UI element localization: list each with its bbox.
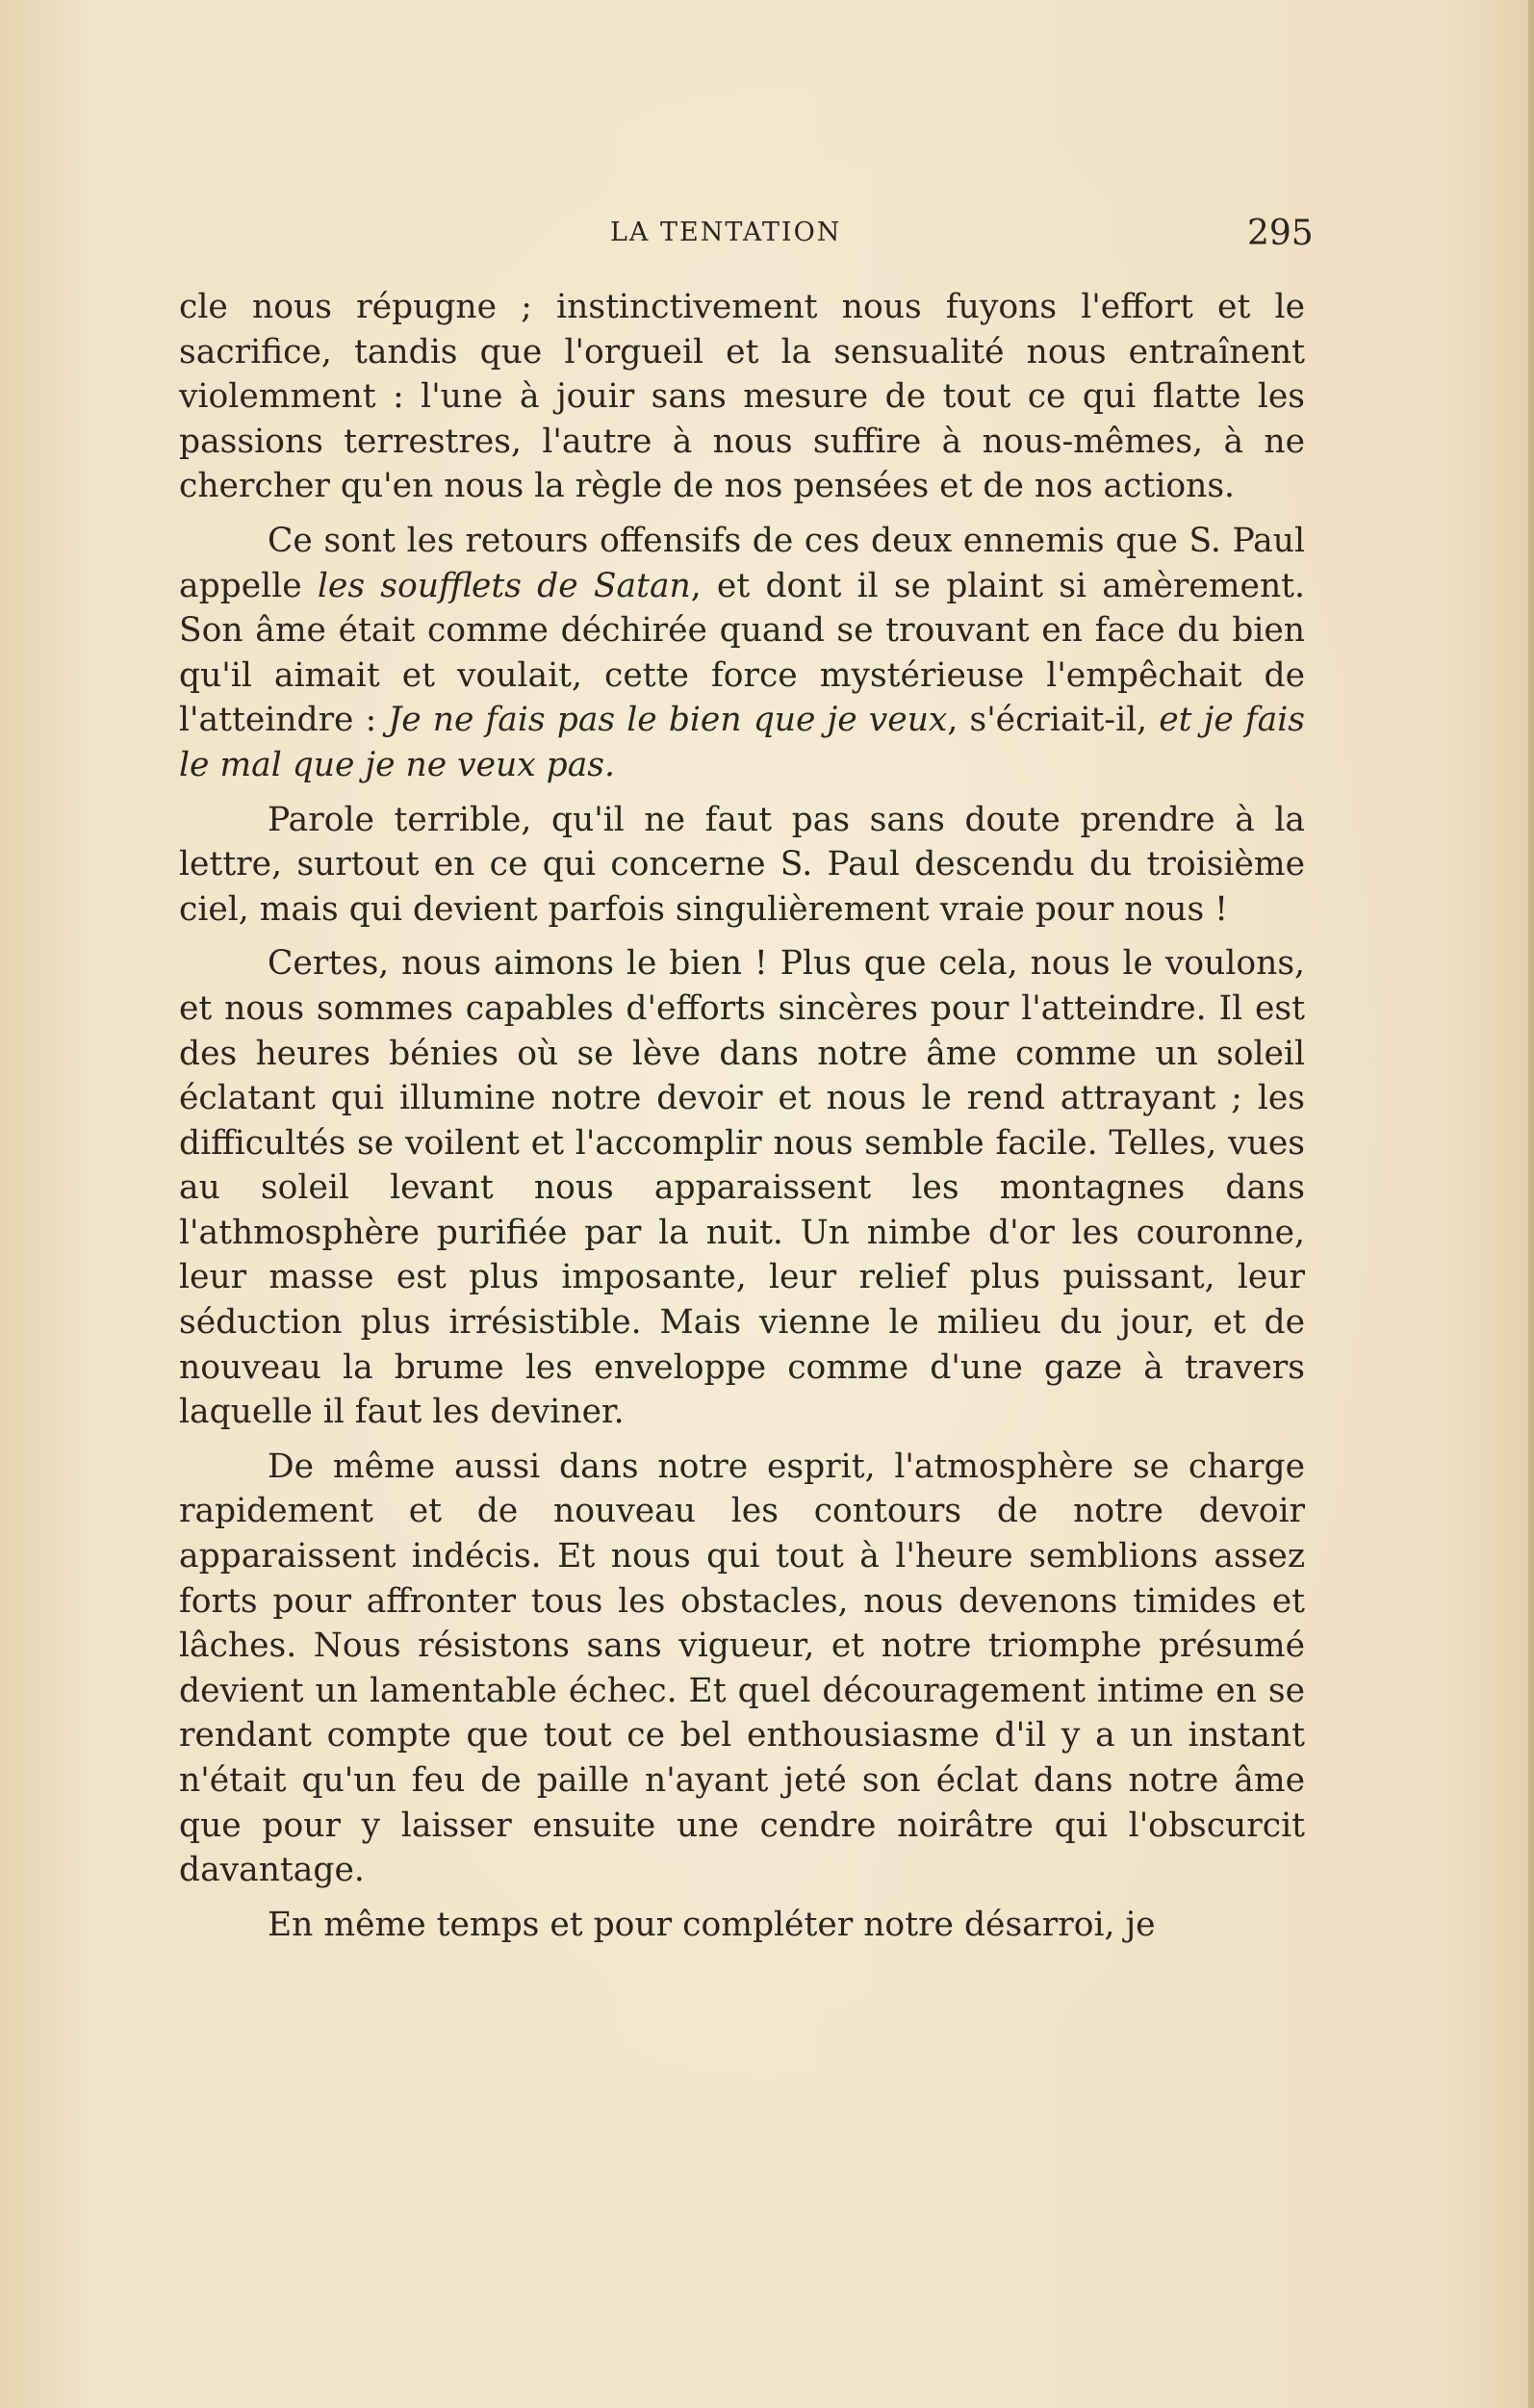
paragraph-4: Certes, nous aimons le bien ! Plus que cela, nous le voulons, et nous sommes capables d'efforts sincères pour l'atteindre. Il est des heures bénies où se lève dans notre âme comme un soleil éclatant qui illumine notre devoir et nous le rend attrayant ; les difficultés se voilent et l'accomplir nous semble facile. Telles, vues au soleil levant nous apparaissent les montagnes dans l'athmosphère purifiée par la nuit. Un nimbe d'or les couronne, leur masse est plus imposante, leur relief plus puissant, leur séduction plus irrésistible. Mais vienne le milieu du jour, et de nouveau la brume les enveloppe comme d'une gaze à travers laquelle il faut les deviner. xyxy=(179,944,1305,1432)
paragraph-5: De même aussi dans notre esprit, l'atmosphère se charge rapidement et de nouveau les contours de notre devoir apparaissent indécis. Et nous qui tout à l'heure semblions assez forts pour affronter tous les obstacles, nous devenons timides et lâches. Nous résistons sans vigueur, et notre triomphe présumé devient un lamentable échec. Et quel découragement intime en se rendant compte que tout ce bel enthousiasme d'il y a un instant n'était qu'un feu de paille n'ayant jeté son éclat dans notre âme que pour y laisser ensuite une cendre noirâtre qui l'obscurcit davantage. xyxy=(179,1447,1305,1890)
paragraph-2 xyxy=(179,519,1305,788)
running-title: LA TENTATION xyxy=(610,218,842,247)
paragraph-3: Parole terrible, qu'il ne faut pas sans doute prendre à la lettre, surtout en ce qui concerne S. Paul descendu du troisième ciel, mais qui devient parfois singulièrement vraie pour nous ! xyxy=(179,800,1305,929)
paragraph-2-text-c: , s'écriait-il, xyxy=(947,701,1160,740)
page-edge xyxy=(1528,0,1534,2408)
page-number: 295 xyxy=(1247,214,1314,253)
paragraph-2-quote-2: Je ne fais pas le bien que je veux xyxy=(388,701,948,740)
paragraph-2-text-a: Ce sont les retours offensifs de ces deux ennemis que S. Paul appelle xyxy=(179,521,1305,605)
paragraph-2-quote-1: les soufflets de Satan xyxy=(317,566,691,605)
paragraph-2-quote-3: et je fais le mal que je ne veux pas. xyxy=(179,701,1305,784)
paragraph-2-text-b: , et dont il se plaint si amèrement. Son âme était comme déchirée quand se trouvant en face du bien qu'il aimait et voulait, cette force mystérieuse l'empêchait de l'atteindre : xyxy=(179,566,1306,740)
running-head xyxy=(0,214,1534,252)
body-text xyxy=(179,285,1305,1957)
paragraph-1: cle nous répugne ; instinctivement nous fuyons l'effort et le sacrifice, tandis que l'orgueil et la sensualité nous entraînent violemment : l'une à jouir sans mesure de tout ce qui flatte les passions terrestres, l'autre à nous suffire à nous-mêmes, à ne chercher qu'en nous la règle de nos pensées et de nos actions. xyxy=(179,288,1305,506)
paragraph-6: En même temps et pour compléter notre désarroi, je xyxy=(268,1905,1156,1944)
